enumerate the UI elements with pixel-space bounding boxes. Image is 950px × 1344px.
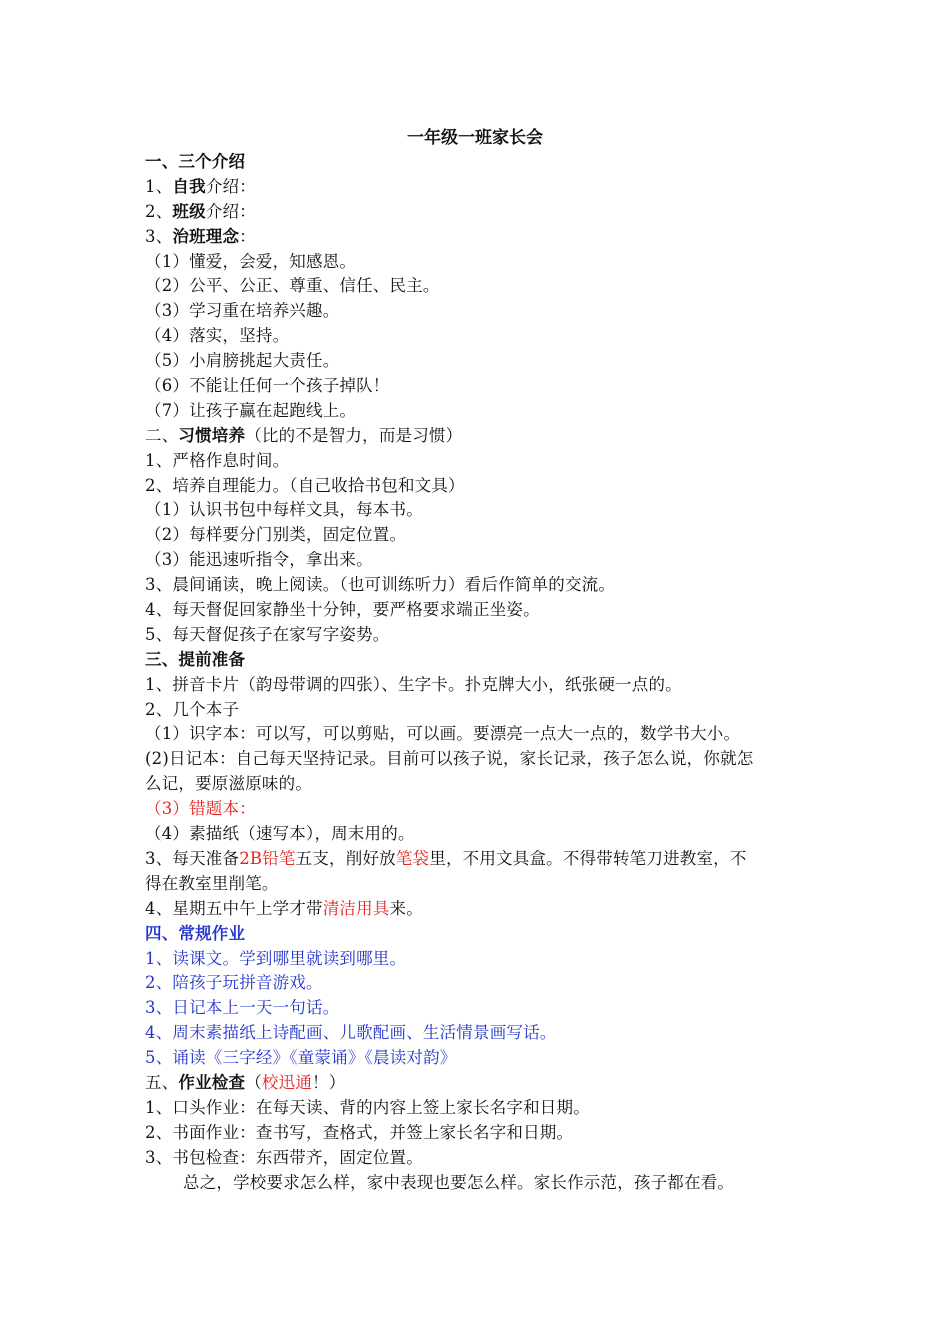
s1-item-1-bold: 自我 bbox=[172, 176, 206, 196]
s3-point-3-label: 错题本： bbox=[189, 799, 256, 819]
s2-heading-bold: 习惯培养 bbox=[178, 425, 246, 445]
s3-item-4-part-b: 来。 bbox=[389, 898, 423, 918]
s4-item-4: 4、周末素描纸上诗配画、儿歌配画、生活情景画写话。 bbox=[145, 1023, 557, 1043]
s4-item-1: 1、读课文。学到哪里就读到哪里。 bbox=[145, 948, 407, 968]
s1-item-1-rest: 介绍： bbox=[205, 176, 256, 196]
s2-heading-rest: （比的不是智力，而是习惯） bbox=[245, 425, 463, 445]
s2-point-2: （2）每样要分门别类，固定位置。 bbox=[145, 525, 407, 545]
s5-item-2: 2、书面作业：查书写，查格式，并签上家长名字和日期。 bbox=[145, 1122, 574, 1142]
s4-item-2: 2、陪孩子玩拼音游戏。 bbox=[145, 973, 323, 993]
s3-item-4-cleaning: 清洁用具 bbox=[322, 898, 390, 918]
s5-heading-close: ！） bbox=[312, 1072, 346, 1092]
s3-item-3-part-b: 五支，削好放 bbox=[295, 848, 396, 868]
section-5-heading bbox=[145, 1071, 810, 1096]
s2-point-3: （3）能迅速听指令，拿出来。 bbox=[145, 550, 373, 570]
s2-item-2: 2、培养自理能力。（自己收拾书包和文具） bbox=[145, 475, 465, 495]
s5-item-3: 3、书包检查：东西带齐，固定位置。 bbox=[145, 1147, 423, 1167]
s5-heading-app: 校迅通 bbox=[261, 1072, 313, 1092]
s3-point-2-line-2: 么记，要原滋原味的。 bbox=[145, 774, 312, 794]
s4-item-5: 5、诵读《三字经》《童蒙诵》《晨读对韵》 bbox=[145, 1048, 457, 1068]
s1-point-4: （4）落实，坚持。 bbox=[145, 326, 290, 346]
s1-item-2-num: 2、 bbox=[145, 201, 173, 221]
s3-item-4 bbox=[145, 897, 810, 922]
s1-item-1 bbox=[145, 175, 810, 200]
s3-item-3-part-c: 里，不用文具盒。不得带转笔刀进教室，不 bbox=[429, 848, 747, 868]
s3-item-3-pencil-case: 笔袋 bbox=[395, 848, 430, 868]
s1-item-2-bold: 班级 bbox=[172, 201, 206, 221]
s2-item-1: 1、严格作息时间。 bbox=[145, 450, 290, 470]
section-1-heading: 一、三个介绍 bbox=[145, 152, 246, 171]
s1-point-1: （1）懂爱，会爱，知感恩。 bbox=[145, 251, 357, 271]
s1-item-2-rest: 介绍： bbox=[205, 201, 256, 221]
s1-item-3-rest: ： bbox=[239, 226, 256, 246]
s1-point-6: （6）不能让任何一个孩子掉队！ bbox=[145, 376, 390, 396]
s3-item-1: 1、拼音卡片（韵母带调的四张）、生字卡。扑克牌大小，纸张硬一点的。 bbox=[145, 674, 682, 694]
summary-paragraph: 总之，学校要求怎么样，家中表现也要怎么样。家长作示范，孩子都在看。 bbox=[183, 1172, 735, 1192]
s3-item-3-line-1 bbox=[145, 847, 810, 872]
s5-heading-bold: 作业检查 bbox=[178, 1072, 246, 1092]
s3-item-3-line-2: 得在教室里削笔。 bbox=[145, 873, 279, 893]
s1-item-3 bbox=[145, 225, 810, 250]
s3-point-3-num: （3） bbox=[145, 799, 190, 819]
section-3-heading: 三、提前准备 bbox=[145, 649, 246, 669]
s2-heading-num: 二、 bbox=[145, 425, 179, 445]
document-title: 一年级一班家长会 bbox=[407, 128, 543, 148]
s1-point-7: （7）让孩子赢在起跑线上。 bbox=[145, 400, 357, 420]
s1-item-3-bold: 治班理念 bbox=[172, 226, 240, 246]
s2-point-1: （1）认识书包中每样文具，每本书。 bbox=[145, 500, 423, 520]
document-body bbox=[145, 150, 810, 1195]
s2-item-4: 4、每天督促回家静坐十分钟，要严格要求端正坐姿。 bbox=[145, 600, 540, 620]
section-4-heading: 四、常规作业 bbox=[145, 923, 246, 943]
s3-point-1: （1）识字本：可以写，可以剪贴，可以画。要漂亮一点大一点的，数学书大小。 bbox=[145, 724, 741, 744]
s1-point-5: （5）小肩膀挑起大责任。 bbox=[145, 351, 340, 371]
s4-item-3: 3、日记本上一天一句话。 bbox=[145, 998, 340, 1018]
s1-item-1-num: 1、 bbox=[145, 176, 173, 196]
s2-item-5: 5、每天督促孩子在家写字姿势。 bbox=[145, 624, 390, 644]
s1-point-3: （3）学习重在培养兴趣。 bbox=[145, 301, 340, 321]
section-2-heading bbox=[145, 424, 810, 449]
s3-point-3 bbox=[145, 797, 810, 822]
s5-heading-num: 五、 bbox=[145, 1072, 179, 1092]
s5-item-1: 1、口头作业：在每天读、背的内容上签上家长名字和日期。 bbox=[145, 1097, 590, 1117]
s1-point-2: （2）公平、公正、尊重、信任、民主。 bbox=[145, 276, 440, 296]
s1-item-2 bbox=[145, 200, 810, 225]
s1-item-3-num: 3、 bbox=[145, 226, 173, 246]
s3-item-2: 2、几个本子 bbox=[145, 699, 240, 719]
s2-item-3: 3、晨间诵读，晚上阅读。（也可训练听力）看后作简单的交流。 bbox=[145, 575, 616, 595]
s3-point-2-line-1: (2)日记本：自己每天坚持记录。目前可以孩子说，家长记录，孩子怎么说，你就怎 bbox=[145, 749, 754, 769]
s3-point-4: （4）素描纸（速写本），周末用的。 bbox=[145, 824, 415, 844]
s3-item-3-pencil: 2B铅笔 bbox=[239, 848, 296, 868]
s3-item-4-part-a: 4、星期五中午上学才带 bbox=[145, 898, 323, 918]
s3-item-3-part-a: 3、每天准备 bbox=[145, 848, 240, 868]
s5-heading-open: （ bbox=[245, 1072, 262, 1092]
